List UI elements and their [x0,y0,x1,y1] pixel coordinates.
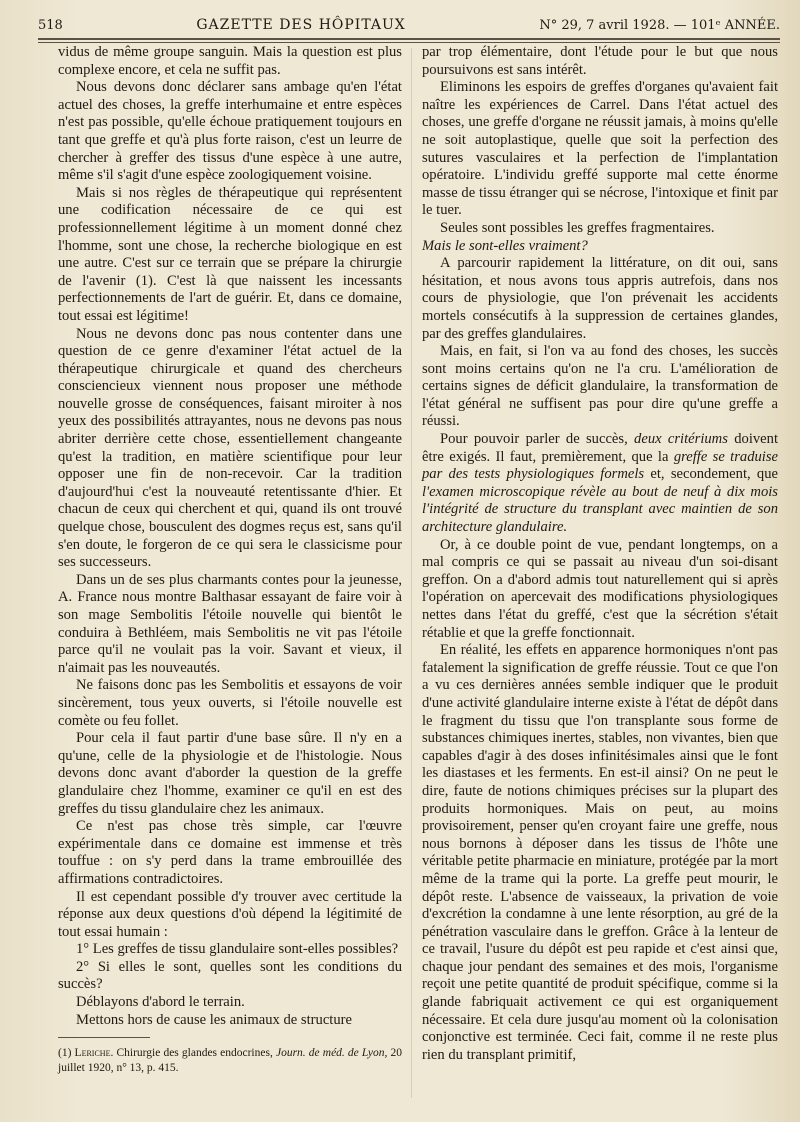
journal-title: GAZETTE DES HÔPITAUX [196,17,406,33]
paragraph: Eliminons les espoirs de greffes d'organes qu'avaient fait naître les expériences de Carrel. Dans l'état actuel des choses, une greffe d'organe ne réussit jamais, à moins qu'elle ne soit autoplastique, quelle que soit la perfection des sutures vasculaires et la perfection de l'implantation opératoire. L'individu greffé supporte mal cette énorme masse de tissu étranger qui se nécrose, l'intoxique et finit par le tuer. [422,79,778,219]
paragraph: En réalité, les effets en apparence hormoniques n'ont pas fatalement la signification de greffe réussie. Tout ce que l'on a vu ces dernières années semble indiquer que le produit d'une activité glandulaire interne existe à l'état de dépôt dans le fragment du tissu que l'on transplante sous forme de substances chimiques inertes, stables, non vivantes, bien que capables d'agir à des doses infinitésimales ainsi que le font les diastases et les ferments. En est-il ainsi? On ne peut le dire, faute de notions chimiques précises sur la plupart des produits hormoniques. Mais on peut, au moins provisoirement, penser qu'en croyant faire une greffe, nous nous bornons à déposer dans les tissus de l'hôte une véritable petite pharmacie en miniature, protégée par la mort même de la trame qui la porte. La greffe peut mourir, le dépôt reste. L'absence de vaisseaux, la privation de voie d'excrétion la condamne à une lente résorption, au gré de la pénétration vasculaire dans le greffon. Grâce à la lenteur de ce travail, l'usure du dépôt est peu rapide et c'est ainsi que, chaque jour pendant des semaines et des mois, l'organisme reçoit une petite quantité de produit spécifique, comme si la glande fabriquait activement ce qui est organiquement nécessaire. Et cela dure jusqu'au moment où la colonisation conjonctive est terminée. Ceci fait, comme il ne reste plus rien du transplant primitif, [422,642,778,1063]
paragraph: A parcourir rapidement la littérature, on dit oui, sans hésitation, et nous avons tous appris autrefois, dans nos cours de physiologie, que l'on prévenait les accidents mortels consécutifs à la suppression de certaines glandes, par des greffes glandulaires. [422,255,778,342]
paragraph: Or, à ce double point de vue, pendant longtemps, on a mal compris ce qui se passait au niveau d'un soi-disant greffon. On a d'abord admis tout naturellement qui si après l'opération on apercevait des modifications physiologiques nettes dans l'état du greffé, c'est que la sécrétion s'était rétablie et que la greffe fonctionnait. [422,536,778,641]
column-divider [411,48,412,1098]
paragraph: Mais si nos règles de thérapeutique qui représentent une codification nécessaire de ce qui est professionnellement légitime à un moment donné chez l'homme, sont une chose, la recherche biologique en est une autre. C'est sur ce terrain que se prépare la chirurgie de l'avenir (1). C'est là que naissent les incessants perfectionnements de l'art de guérir. Et, dans ce domaine, tout essai est légitime! [58,184,402,324]
paragraph: Il est cependant possible d'y trouver avec certitude la réponse aux deux questions d'où dépend la légitimité de tout essai humain : [58,888,402,940]
paragraph: par trop élémentaire, dont l'étude pour le but que nous poursuivons est sans intérêt. [422,44,778,78]
paragraph: Dans un de ses plus charmants contes pour la jeunesse, A. France nous montre Balthasar essayant de faire voir à son mage Sembolitis l'étoile nouvelle qui bientôt le conduira à Bethléem, mais Sembolitis ne vit pas l'étoile parce qu'il ne voulait pas la voir. Savant et vieux, il n'aimait pas les nouveautés. [58,571,402,676]
paragraph: Nous devons donc déclarer sans ambage qu'en l'état actuel des choses, la greffe interhumaine et entre espèces n'est pas possible, qu'elle échoue pratiquement toujours en tant que greffe et qu'à plus forte raison, c'est un leurre de chercher à greffer des tissus d'une espèce à une autre, même s'il s'agit d'une espèce zoologiquement voisine. [58,79,402,184]
paragraph: Pour cela il faut partir d'une base sûre. Il n'y en a qu'une, celle de la physiologie et de l'histologie. Nous devons donc avant d'aborder la question de la greffe glandulaire chez l'homme, examiner ce qu'il en est des greffes du tissu glandulaire chez les animaux. [58,730,402,817]
paragraph: vidus de même groupe sanguin. Mais la question est plus complexe encore, et cela ne suffit pas. [58,44,402,78]
issue-info: N° 29, 7 avril 1928. — 101ᵉ ANNÉE. [539,17,780,33]
text-run: et, secondement, que [650,466,778,483]
italic-run: greffe se traduise par des tests physiologiques formels [422,448,779,483]
paragraph: Ne faisons donc pas les Sembolitis et essayons de voir sincèrement, tous yeux ouverts, si l'étoile nouvelle est comète ou feu follet. [58,677,402,729]
paragraph: Déblayons d'abord le terrain. [76,994,245,1011]
text-run: doivent être exigés. Il faut, premièrement, que la [422,431,778,465]
footnote-text: Chirurgie des glandes endocrines, [116,1047,273,1059]
paragraph [422,431,778,537]
question-item: 1° Les greffes de tissu glandulaire sont-elles possibles? [76,941,399,958]
footnote-mark: (1) [58,1047,72,1059]
header-rule [38,38,780,43]
paragraph: Seules sont possibles les greffes fragmentaires. [440,219,715,236]
page-number: 518 [38,17,63,33]
italic-run: deux critériums [634,431,728,448]
page-header [38,10,780,40]
paragraph: Mettons hors de cause les animaux de structure [76,1011,352,1028]
paragraph: Nous ne devons donc pas nous contenter dans une question de ce genre d'examiner l'état actuel de la thérapeutique chirurgicale et quand des chercheurs consciencieux viennent nous proposer une méthode nouvelle grosse de conséquences, faisant miroiter à nos yeux des possibilités attrayantes, nous ne devons pas nous abriter derrière cette chose, essentiellement changeante qu'est la tradition, en matière scientifique pour leur opposer une fin de non-recevoir. Car la tradition d'aujourd'hui c'est la nouveauté retentissante d'hier. Et chacun de ceux qui cherchent et qui, quand ils ont trouvé quelque chose, bousculent des dogmes reçus est, sans qu'il s'en doute, le forgeron de ce qui sera le classicisme pour ses successeurs. [58,325,402,571]
footnote-ref: 20 juillet 1920, n° 13, p. 415. [58,1047,403,1074]
italic-run: l'examen microscopique révèle au bout de neuf à dix mois l'intégrité de structure du transplant avec maintien de son architecture glandulaire. [422,483,778,536]
footnote-author: Leriche. [74,1047,114,1059]
question-item: 2° Si elles le sont, quelles sont les conditions du succès? [58,958,402,993]
footnote-rule [58,1037,150,1038]
paragraph: Mais, en fait, si l'on va au fond des choses, les succès sont moins certains qu'on ne l'a cru. L'amélioration de certains signes de déficit glandulaire, la transformation de l'état général ne suffisent pas pour dire qu'une greffe a réussi. [422,343,778,430]
paragraph: Ce n'est pas chose très simple, car l'œuvre expérimentale dans ce domaine est immense et très touffue : on s'y perd dans la trame embrouillée des affirmations contradictoires. [58,818,402,887]
italic-question: Mais le sont-elles vraiment? [422,237,588,254]
footnote [58,1046,402,1076]
left-column [58,44,402,1029]
text-run: Pour pouvoir parler de succès, [440,431,628,448]
right-column [422,44,778,1064]
footnote-source: Journ. de méd. de Lyon, [275,1047,388,1059]
